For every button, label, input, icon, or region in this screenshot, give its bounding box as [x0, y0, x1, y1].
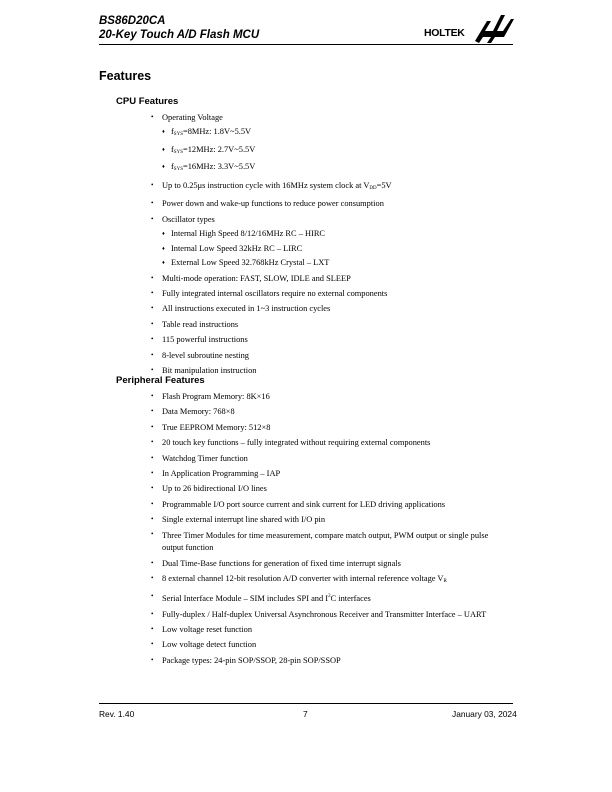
list-item: • Three Timer Modules for time measurement, compare match output, PWM output or single pulse output function [150, 528, 520, 556]
list-item: • Up to 0.25μs instruction cycle with 16MHz system clock at $V_{DD}=5V$ [150, 178, 520, 196]
peripheral-features-title: Peripheral Features [116, 375, 205, 386]
list-item: • 115 powerful instructions [150, 332, 520, 347]
footer-revision: Rev. 1.40 [99, 709, 135, 719]
list-item: • Bit manipulation instruction [150, 363, 520, 378]
footer-date: January 03, 2024 [452, 709, 517, 719]
footer-page-number: 7 [303, 709, 308, 719]
list-item: • Low voltage reset function [150, 622, 520, 637]
list-item: • Power down and wake-up functions to reduce power consumption [150, 196, 520, 211]
list-item: • In Application Programming – IAP [150, 466, 520, 481]
list-item: • Dual Time-Base functions for generation of fixed time interrupt signals [150, 556, 520, 571]
list-item [150, 212, 520, 271]
oscillator-types-label: Oscillator types [162, 214, 215, 224]
sub-list-item: ♦ External Low Speed 32.768kHz Crystal – LXT [162, 256, 520, 271]
list-item: • Data Memory: 768×8 [150, 404, 520, 419]
oscillator-sublist [162, 227, 520, 271]
cpu-features-title: CPU Features [116, 96, 179, 107]
header-rule [99, 44, 513, 45]
sub-list-item: ♦ Internal High Speed 8/12/16MHz RC – HIRC [162, 227, 520, 242]
logo-text: HOLTEK [424, 27, 465, 39]
list-item: • True EEPROM Memory: 512×8 [150, 420, 520, 435]
list-item: • All instructions executed in 1~3 instruction cycles [150, 301, 520, 316]
list-item: • Programmable I/O port source current and sink current for LED driving applications [150, 497, 520, 512]
list-item: • Fully integrated internal oscillators require no external components [150, 286, 520, 301]
document-subtitle: 20-Key Touch A/D Flash MCU [99, 29, 260, 41]
list-item: • 8-level subroutine nesting [150, 348, 520, 363]
voltage-sublist [162, 125, 520, 178]
list-item: • Single external interrupt line shared with I/O pin [150, 512, 520, 527]
part-number: BS86D20CA [99, 15, 166, 27]
sub-list-item: ♦ Internal Low Speed 32kHz RC – LIRC [162, 242, 520, 257]
list-item: • Low voltage detect function [150, 637, 520, 652]
peripheral-features-list [150, 389, 520, 668]
footer-rule [99, 703, 513, 704]
holtek-logo-icon [473, 13, 515, 43]
cpu-features-list [150, 110, 520, 378]
list-item [150, 110, 520, 178]
sub-list-item: ♦ $f_{SYS}=12MHz$: 2.7V~5.5V [162, 143, 520, 161]
list-item: • 20 touch key functions – fully integrated without requiring external components [150, 435, 520, 450]
list-item: • Table read instructions [150, 317, 520, 332]
list-item: • Multi-mode operation: FAST, SLOW, IDLE and SLEEP [150, 271, 520, 286]
holtek-logo [424, 13, 516, 43]
list-item: • Watchdog Timer function [150, 451, 520, 466]
sub-list-item: ♦ $f_{SYS}=8MHz$: 1.8V~5.5V [162, 125, 520, 143]
sub-list-item: ♦ $f_{SYS}=16MHz$: 3.3V~5.5V [162, 160, 520, 178]
list-item: • Up to 26 bidirectional I/O lines [150, 481, 520, 496]
list-item: • Serial Interface Module – SIM includes SPI and $I^2C$ interfaces [150, 589, 520, 606]
list-item: • Fully-duplex / Half-duplex Universal Asynchronous Receiver and Transmitter Interface – UART [150, 607, 520, 622]
list-item: • Package types: 24-pin SOP/SSOP, 28-pin SOP/SSOP [150, 653, 520, 668]
operating-voltage-label: Operating Voltage [162, 113, 223, 122]
section-title: Features [99, 69, 152, 83]
list-item: • 8 external channel 12-bit resolution A/D converter with internal reference voltage $V_R$ [150, 571, 520, 589]
list-item: • Flash Program Memory: 8K×16 [150, 389, 520, 404]
